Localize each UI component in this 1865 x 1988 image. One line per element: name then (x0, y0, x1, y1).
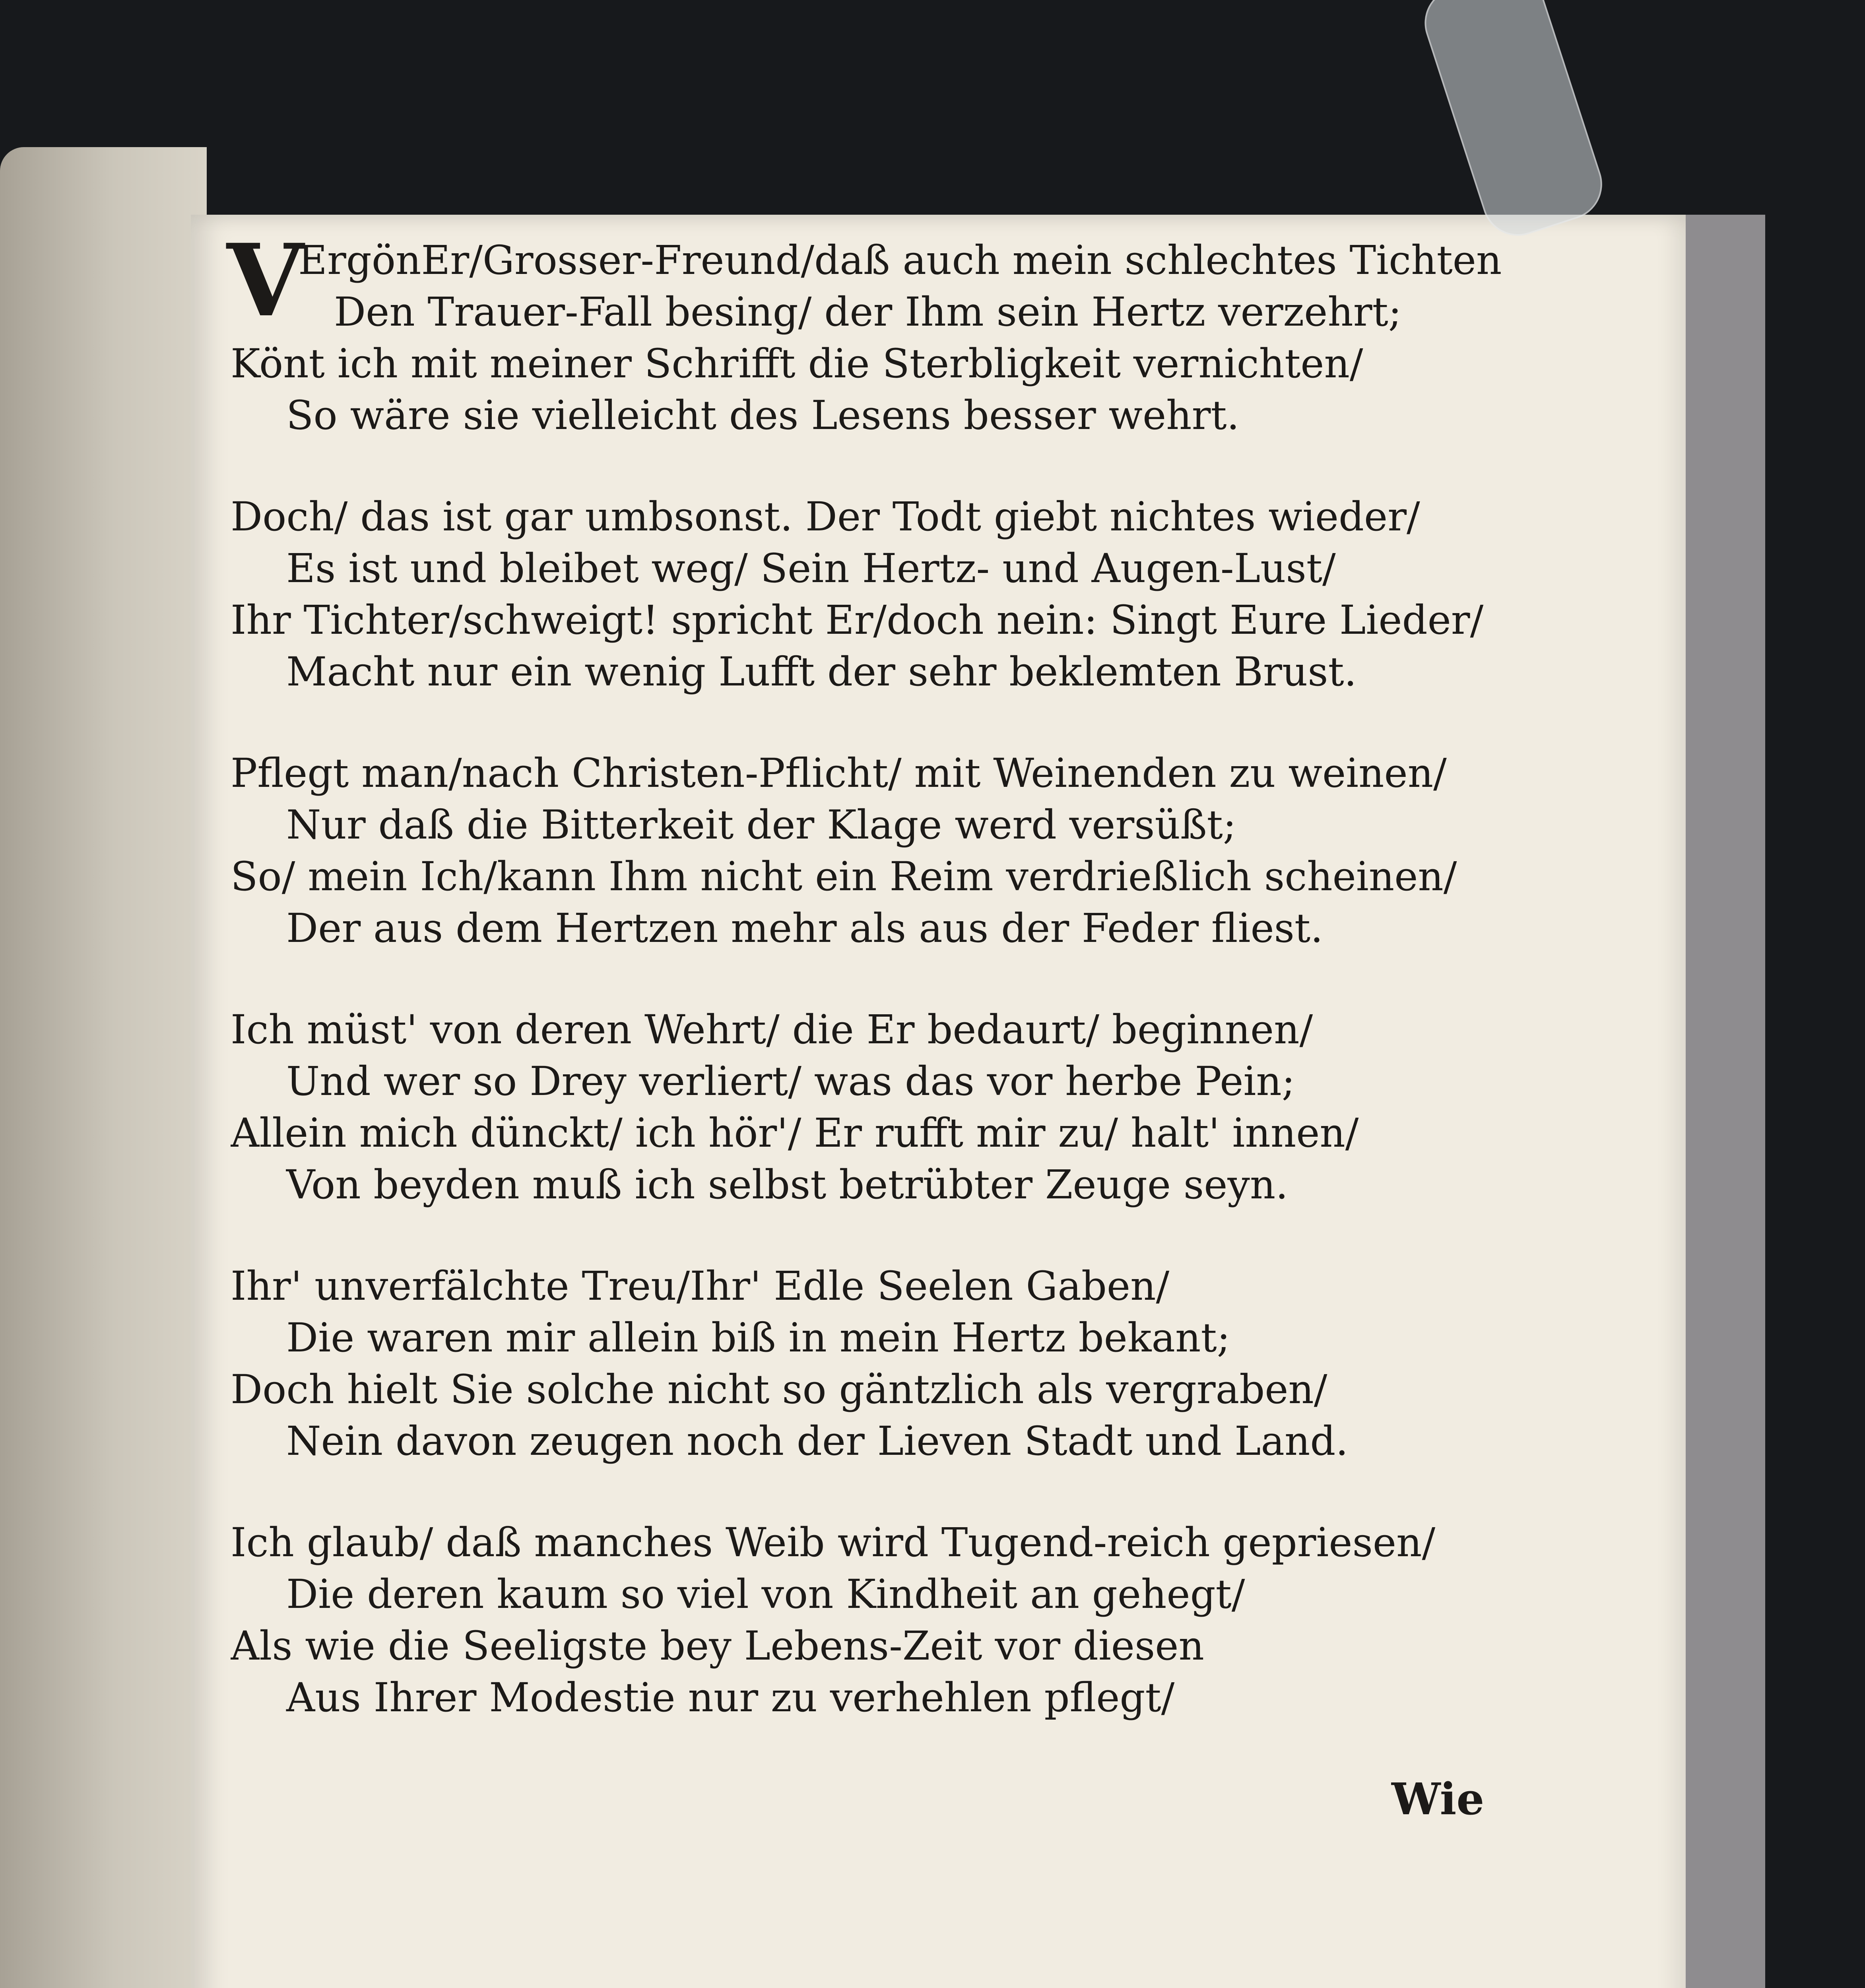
main-page (191, 215, 1686, 1988)
verse-line: Die waren mir allein biß in mein Hertz bekant; (286, 1314, 1230, 1361)
stanza (231, 1260, 1682, 1467)
stanza (231, 235, 1682, 441)
verse-line: Allein mich dünckt/ ich hör'/ Er rufft mir zu/ halt' innen/ (231, 1110, 1359, 1156)
verse-line: Doch hielt Sie solche nicht so gäntzlich als vergraben/ (231, 1366, 1327, 1413)
verse-line: Der aus dem Hertzen mehr als aus der Feder fliest. (286, 905, 1323, 951)
drop-cap-initial: V (227, 222, 304, 339)
left-facing-page (0, 147, 207, 1988)
page-clip-top (1415, 0, 1611, 245)
verse-line: Macht nur ein wenig Lufft der sehr beklemten Brust. (286, 648, 1357, 695)
verse-line: Als wie die Seeligste bey Lebens-Zeit vor diesen (231, 1623, 1204, 1669)
stanza (231, 1004, 1682, 1211)
verse-block (231, 235, 1682, 1845)
catchword: Wie (1391, 1773, 1485, 1825)
stanza (231, 1517, 1682, 1724)
verse-line: Nur daß die Bitterkeit der Klage werd versüßt; (286, 802, 1236, 848)
verse-line: So wäre sie vielleicht des Lesens besser wehrt. (286, 392, 1240, 439)
verse-line: Den Trauer-Fall besing/ der Ihm sein Hertz verzehrt; (334, 289, 1402, 335)
verse-line: Aus Ihrer Modestie nur zu verhehlen pflegt/ (286, 1674, 1175, 1721)
verse-line: Könt ich mit meiner Schrifft die Sterbligkeit vernichten/ (231, 340, 1363, 387)
verse-line: Ich glaub/ daß manches Weib wird Tugend-reich gepriesen/ (231, 1519, 1436, 1566)
verse-line: Ich müst' von deren Wehrt/ die Er bedaurt/ beginnen/ (231, 1006, 1313, 1053)
verse-line: Es ist und bleibet weg/ Sein Hertz- und Augen-Lust/ (286, 545, 1336, 592)
verse-line: Nein davon zeugen noch der Lieven Stadt und Land. (286, 1418, 1349, 1464)
stanza (231, 491, 1682, 698)
verse-line: Ihr Tichter/schweigt! spricht Er/doch nein: Singt Eure Lieder/ (231, 597, 1484, 643)
verse-line: Ihr' unverfälchte Treu/Ihr' Edle Seelen Gaben/ (231, 1263, 1170, 1309)
verse-line: Die deren kaum so viel von Kindheit an gehegt/ (286, 1571, 1245, 1617)
verse-line: Pflegt man/nach Christen-Pflicht/ mit Weinenden zu weinen/ (231, 750, 1447, 796)
stanza (231, 747, 1682, 954)
verse-line: ErgönEr/Grosser-Freund/daß auch mein schlechtes Tichten (298, 237, 1502, 283)
verse-line: Von beyden muß ich selbst betrübter Zeuge seyn. (286, 1161, 1289, 1208)
verse-line: So/ mein Ich/kann Ihm nicht ein Reim verdrießlich scheinen/ (231, 853, 1457, 900)
verse-line: Doch/ das ist gar umbsonst. Der Todt giebt nichtes wieder/ (231, 493, 1420, 540)
verse-line: Und wer so Drey verliert/ was das vor herbe Pein; (286, 1058, 1295, 1105)
